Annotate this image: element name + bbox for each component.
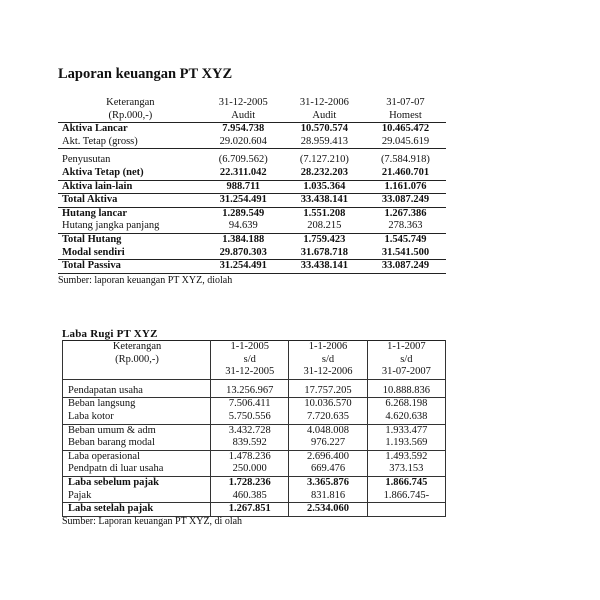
cell-value: 31.678.718 <box>300 246 348 258</box>
cell-value: 278.363 <box>388 220 423 232</box>
row-label: Aktiva lain-lain <box>62 180 133 192</box>
table-row <box>58 220 446 233</box>
row-label: Beban umum & adm <box>63 424 211 437</box>
cell-value: 839.592 <box>211 437 289 450</box>
header-start: 1-1-2005 <box>230 341 269 352</box>
header-end: 31-07-2007 <box>381 366 431 378</box>
table-row <box>63 411 446 424</box>
cell-value: 250.000 <box>211 463 289 476</box>
cell-value: 29.020.604 <box>219 135 267 147</box>
cell-value: 208.215 <box>307 220 342 232</box>
header-date: 31-12-2005 <box>218 97 268 108</box>
cell-value: 33.087.249 <box>381 260 430 272</box>
cell-value: 3.365.876 <box>289 476 367 489</box>
table-row <box>63 476 446 489</box>
cell-value: 21.460.701 <box>381 166 430 178</box>
table-row <box>63 398 446 411</box>
cell-value: 1.551.208 <box>303 207 346 219</box>
row-label: Laba sebelum pajak <box>63 476 211 489</box>
cell-value: 31.541.500 <box>381 246 430 258</box>
cell-value: 4.048.008 <box>289 424 367 437</box>
balance-title: Laporan keuangan PT XYZ <box>58 66 233 82</box>
cell-value: 1.161.076 <box>384 180 427 192</box>
table-row <box>58 260 446 274</box>
table-row <box>58 180 446 194</box>
row-label: Akt. Tetap (gross) <box>62 135 138 147</box>
header-unit: (Rp.000,-) <box>115 353 159 365</box>
cell-value: 10.036.570 <box>289 398 367 411</box>
cell-value: 94.639 <box>228 220 258 232</box>
cell-value: 1.728.236 <box>211 476 289 489</box>
header-label: Keterangan <box>112 341 162 352</box>
cell-value: 669.476 <box>289 463 367 476</box>
balance-table <box>58 97 446 274</box>
cell-value: 373.153 <box>367 463 445 476</box>
cell-value: 976.227 <box>289 437 367 450</box>
cell-value: (6.709.562) <box>218 154 268 166</box>
table-row <box>58 154 446 167</box>
table-row <box>63 385 446 398</box>
table-row <box>58 167 446 180</box>
cell-value: 17.757.205 <box>289 385 367 398</box>
cell-value: 1.384.188 <box>222 233 265 245</box>
cell-value: 10.888.836 <box>367 385 445 398</box>
row-label: Pendpatn di luar usaha <box>63 463 211 476</box>
header-label: Keterangan <box>106 97 155 108</box>
cell-value: 1.289.549 <box>222 207 265 219</box>
row-label: Pajak <box>63 490 211 503</box>
cell-value: 1.493.592 <box>367 450 445 463</box>
row-label: Hutang lancar <box>62 207 128 219</box>
cell-value: 29.870.303 <box>219 246 267 258</box>
cell-value: 7.954.738 <box>222 123 265 135</box>
table-row <box>58 194 446 208</box>
cell-value: 22.311.042 <box>219 166 267 178</box>
cell-value: 33.438.141 <box>300 260 348 272</box>
cell-value: 7.506.411 <box>211 398 289 411</box>
cell-value: 29.045.619 <box>381 135 430 147</box>
table-row <box>63 463 446 476</box>
row-label: Penyusutan <box>62 154 111 166</box>
row-label: Beban langsung <box>63 398 211 411</box>
row-label: Total Aktiva <box>62 194 118 206</box>
cell-value: 1.933.477 <box>367 424 445 437</box>
cell-value: 13.256.967 <box>211 385 289 398</box>
row-label: Total Passiva <box>62 260 121 272</box>
row-label: Aktiva Lancar <box>62 123 128 135</box>
table-row <box>63 490 446 503</box>
income-header-row <box>63 341 446 380</box>
balance-source-note: Sumber: laporan keuangan PT XYZ, diolah <box>58 275 233 286</box>
cell-value: (7.584.918) <box>380 154 430 166</box>
cell-value: 7.720.635 <box>289 411 367 424</box>
row-label: Laba operasional <box>63 450 211 463</box>
header-start: 1-1-2006 <box>308 341 348 352</box>
cell-value: 28.959.413 <box>300 135 348 147</box>
cell-value: 988.711 <box>226 180 261 192</box>
table-row <box>63 424 446 437</box>
cell-value: 1.193.569 <box>367 437 445 450</box>
header-unit: (Rp.000,-) <box>108 109 153 121</box>
cell-value: 10.570.574 <box>300 123 348 135</box>
cell-value: 6.268.198 <box>367 398 445 411</box>
row-label: Modal sendiri <box>62 246 125 258</box>
cell-value: 1.866.745 <box>367 476 445 489</box>
cell-value: 2.696.400 <box>289 450 367 463</box>
income-table <box>62 340 446 517</box>
cell-value: 5.750.556 <box>211 411 289 424</box>
cell-value: 1.267.851 <box>211 503 289 517</box>
table-row <box>58 233 446 246</box>
cell-value: 31.254.491 <box>219 194 267 206</box>
cell-value: 1.545.749 <box>384 233 427 245</box>
row-label: Pendapatan usaha <box>63 385 211 398</box>
row-label: Hutang jangka panjang <box>62 220 160 232</box>
cell-value: 28.232.203 <box>300 166 348 178</box>
header-start: 1-1-2007 <box>387 341 426 352</box>
cell-value: 1.478.236 <box>211 450 289 463</box>
header-sd: s/d <box>321 353 335 365</box>
row-label: Laba setelah pajak <box>63 503 211 517</box>
cell-value <box>367 503 445 517</box>
table-row <box>58 207 446 220</box>
cell-value: 33.087.249 <box>381 194 430 206</box>
table-row <box>58 247 446 260</box>
cell-value: 2.534.060 <box>289 503 367 517</box>
income-source-note: Sumber: Laporan keuangan PT XYZ, di olah <box>62 516 243 527</box>
table-row <box>63 450 446 463</box>
cell-value: (7.127.210) <box>299 154 349 166</box>
header-end: 31-12-2005 <box>225 366 275 378</box>
income-title: Laba Rugi PT XYZ <box>62 328 158 340</box>
balance-header-row <box>58 97 446 123</box>
cell-value: 460.385 <box>211 490 289 503</box>
row-label: Beban barang modal <box>63 437 211 450</box>
cell-value: 10.465.472 <box>381 123 430 135</box>
row-label: Total Hutang <box>62 233 122 245</box>
table-row <box>58 136 446 149</box>
cell-value: 1.035.364 <box>303 180 346 192</box>
cell-value: 1.267.386 <box>384 207 427 219</box>
header-status: Audit <box>312 109 337 121</box>
header-end: 31-12-2006 <box>303 366 353 378</box>
header-status: Homest <box>389 109 422 121</box>
cell-value: 4.620.638 <box>367 411 445 424</box>
header-sd: s/d <box>243 353 256 365</box>
cell-value: 831.816 <box>289 490 367 503</box>
header-sd: s/d <box>400 353 413 365</box>
row-label: Aktiva Tetap (net) <box>62 166 144 178</box>
header-date: 31-07-07 <box>386 97 425 108</box>
header-status: Audit <box>231 109 256 121</box>
table-row <box>58 123 446 136</box>
cell-value: 3.432.728 <box>211 424 289 437</box>
row-label: Laba kotor <box>63 411 211 424</box>
header-date: 31-12-2006 <box>299 97 349 108</box>
table-row <box>63 503 446 517</box>
cell-value: 33.438.141 <box>300 194 348 206</box>
cell-value: 1.866.745- <box>367 490 445 503</box>
cell-value: 1.759.423 <box>303 233 346 245</box>
table-row <box>63 437 446 450</box>
cell-value: 31.254.491 <box>219 260 267 272</box>
